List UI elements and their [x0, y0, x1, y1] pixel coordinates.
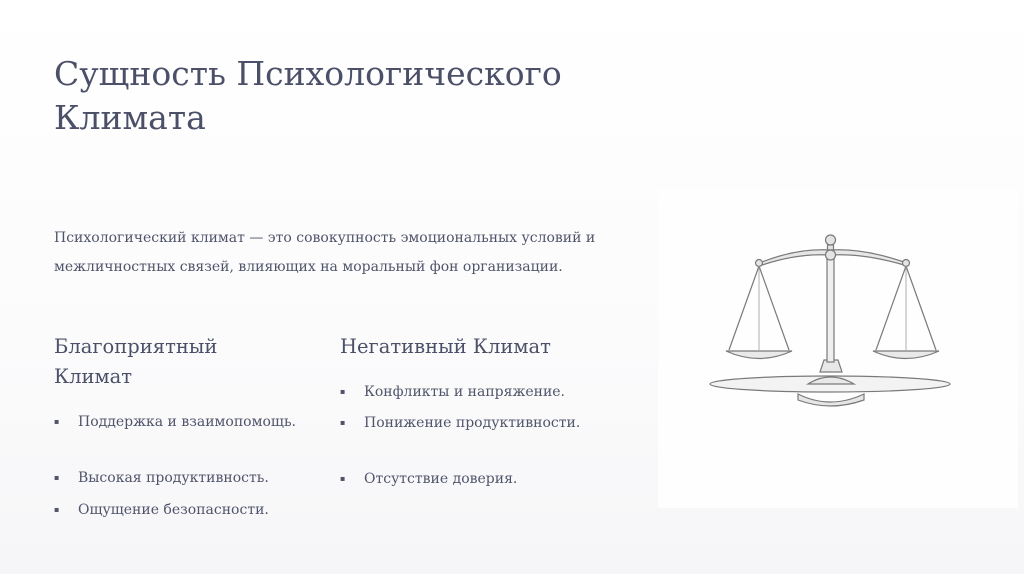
negative-climate-heading	[340, 332, 600, 362]
page-title	[54, 52, 634, 140]
negative-heading-text: Негативный Климат	[340, 335, 551, 358]
page-title-line-2: Климата	[54, 98, 206, 137]
scales-of-justice-icon	[658, 188, 1018, 508]
favorable-climate-heading	[54, 332, 294, 392]
list-item: ▪ Ощущение безопасности.	[54, 500, 269, 520]
scales-illustration	[658, 188, 1018, 508]
favorable-heading-line-1: Благоприятный	[54, 335, 218, 358]
list-item: ▪ Отсутствие доверия.	[340, 469, 517, 489]
intro-line-1: Психологический климат — это совокупность эмоциональных условий и	[54, 230, 596, 246]
intro-line-2: межличностных связей, влияющих на моральный фон организации.	[54, 259, 563, 275]
list-item: ▪ Поддержка и взаимопомощь.	[54, 412, 296, 432]
page-title-line-1: Сущность Психологического	[54, 54, 562, 93]
intro-paragraph	[54, 224, 614, 282]
list-item: ▪ Понижение продуктивности.	[340, 413, 580, 433]
list-item: ▪ Конфликты и напряжение.	[340, 382, 565, 402]
list-item: ▪ Высокая продуктивность.	[54, 468, 269, 488]
favorable-heading-line-2: Климат	[54, 365, 133, 388]
